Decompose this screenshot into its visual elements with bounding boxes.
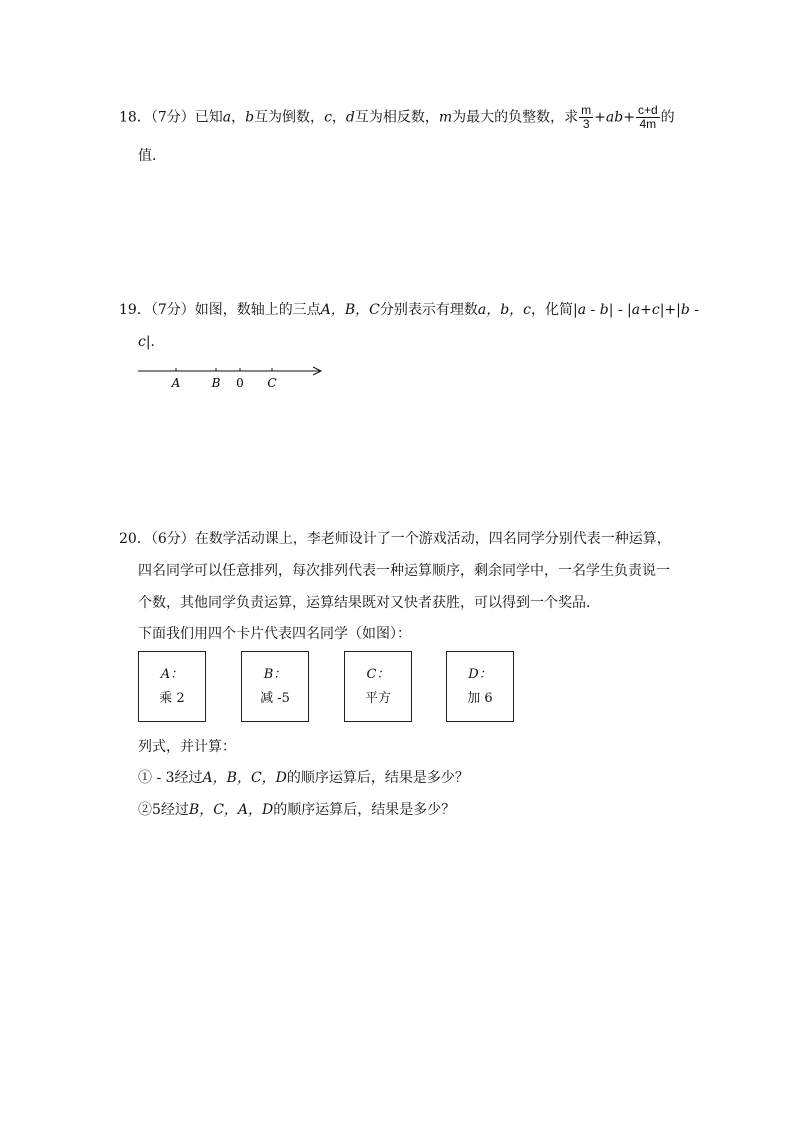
card-value: 加 6: [467, 691, 493, 706]
text: ，化简|: [531, 302, 578, 318]
card-c: [344, 651, 412, 722]
text: |+|: [659, 302, 681, 318]
frac-den: 4m: [639, 117, 657, 131]
card-value: 减 -5: [260, 691, 290, 706]
var: a: [577, 302, 587, 318]
question-20-line-3: 个数，其他同学负责运算，运算结果既对又快者获胜，可以得到一个奖品．: [138, 595, 600, 611]
var-a: a: [222, 109, 232, 126]
var: b: [599, 302, 609, 318]
text: 互为相反数，: [354, 109, 439, 126]
card-a: [138, 651, 206, 722]
card-label: A：: [160, 667, 184, 682]
frac-num: m: [581, 103, 592, 117]
card-value: 乘 2: [159, 691, 185, 706]
question-18-line-1: [119, 104, 675, 131]
plus: +: [594, 109, 606, 126]
sub-question-1: [138, 768, 469, 788]
text: 在数学活动课上，李老师设计了一个游戏活动，四名同学分别代表一种运算，: [194, 531, 671, 547]
tick-label-B: B: [211, 376, 221, 390]
text: 的顺序运算后，结果是多少？: [286, 770, 469, 786]
question-20-line-4: 下面我们用四个卡片代表四名同学（如图）：: [138, 626, 411, 642]
card-value: 平方: [364, 691, 391, 706]
text: 已知: [194, 109, 223, 126]
vars: A，B，C，D: [202, 770, 287, 786]
vars: B，C，A，D: [188, 802, 274, 818]
text: 互为倒数，: [254, 109, 325, 126]
question-20-line-5: 列式，并计算：: [138, 739, 236, 755]
text: -: [689, 302, 700, 318]
text: - 3经过: [152, 770, 203, 786]
fraction-cd-over-4m: [636, 104, 660, 131]
var: b: [680, 302, 690, 318]
vars-abc: a，b，c: [477, 302, 532, 318]
var-b: b: [245, 109, 255, 126]
text: |．: [145, 334, 165, 350]
frac-den: 3: [582, 117, 590, 131]
tick-label-0: 0: [236, 376, 244, 390]
var: a+c: [631, 302, 660, 318]
question-18-line-2: 值．: [138, 148, 166, 164]
card-d: [446, 651, 514, 722]
var-m: m: [438, 109, 453, 126]
tick-label-C: C: [267, 376, 277, 390]
text: 5经过: [152, 802, 189, 818]
question-20-line-2: 四名同学可以任意排列，每次排列代表一种运算顺序，剩余同学中，一名学生负责说一: [138, 563, 670, 579]
text: 如图，数轴上的三点: [194, 302, 321, 318]
question-19-number: 19．（7分）: [119, 302, 195, 318]
circled-two: ②: [138, 802, 152, 818]
text: 的: [660, 109, 675, 126]
text: 分别表示有理数: [379, 302, 478, 318]
var-d: d: [345, 109, 355, 126]
frac-num: c+d: [637, 103, 658, 117]
card-label: D：: [468, 667, 492, 682]
var-c: c: [324, 109, 332, 126]
text: ，: [331, 109, 346, 126]
text: 为最大的负整数，求: [452, 109, 579, 126]
fraction-m-over-3: [579, 104, 593, 131]
points-abc: A，B，C: [320, 302, 380, 318]
text: | - |: [608, 302, 632, 318]
sub-question-2: [138, 800, 455, 820]
card-b: [241, 651, 309, 722]
number-line: [136, 362, 326, 394]
card-label: C：: [366, 667, 390, 682]
plus: +: [623, 109, 635, 126]
question-19-line-2: [138, 332, 165, 352]
var-ab: ab: [605, 109, 624, 126]
text: ，: [231, 109, 246, 126]
question-18-number: 18．（7分）: [119, 109, 195, 126]
card-label: B：: [263, 667, 287, 682]
tick-label-A: A: [171, 376, 181, 390]
text: -: [586, 302, 600, 318]
var: c: [138, 334, 146, 350]
circled-one: ①: [138, 770, 152, 786]
text: 的顺序运算后，结果是多少？: [273, 802, 456, 818]
question-19-line-1: [119, 300, 699, 320]
question-20-number: 20．（6分）: [119, 531, 195, 547]
question-20-line-1: [119, 529, 671, 549]
